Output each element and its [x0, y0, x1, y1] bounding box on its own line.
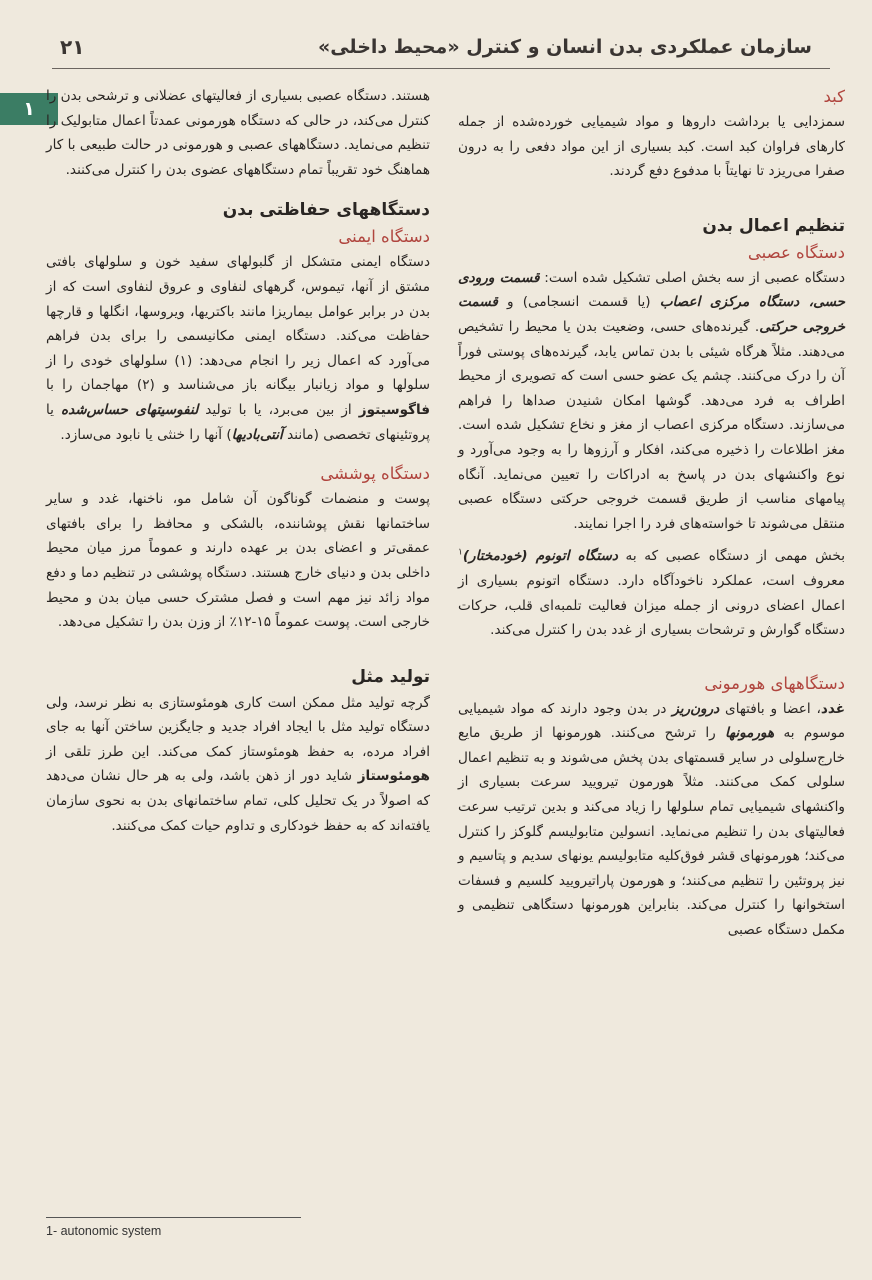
text-run: گرچه تولید مثل ممکن است کاری هومئوستازی به نظر نرسد، ولی دستگاه تولید مثل با ایجاد افراد جدید و جایگزین ساختن آنها به جای افراد مرده، به حفظ هومئوستاز کمک می‌کند. این طرز تلقی از: [46, 694, 430, 760]
regulation-heading: تنظیم اعمال بدن: [702, 215, 845, 236]
left-column: [46, 84, 430, 838]
immune-heading: دستگاه ایمنی: [338, 227, 430, 247]
text-run: در بدن وجود دارند که مواد شیمیایی موسوم به: [458, 700, 845, 742]
text-run: یا پروتئینهای تخصصی (مانند: [46, 401, 430, 443]
bold-term: لنفوسیتهای حساس‌شده: [61, 401, 199, 418]
text-run: (یا قسمت انسجامی) و: [497, 294, 660, 311]
running-title: سازمان عملکردی بدن انسان و کنترل «محیط داخلی»: [317, 36, 812, 58]
text-run: دستگاه عصبی از سه بخش اصلی تشکیل شده است:: [539, 269, 846, 286]
bold-term: قسمت ورودی حسی، دستگاه مرکزی اعصاب: [458, 269, 845, 311]
protective-heading: دستگاههای حفاظتی بدن: [222, 200, 430, 221]
page-number: ۲۱: [60, 35, 85, 59]
page-header: [60, 28, 812, 66]
reproduction-heading: تولید مثل: [351, 666, 430, 687]
text-run: . گیرنده‌های حسی، وضعیت بدن یا محیط را تشخیص می‌دهند. مثلاً هرگاه شیئی با بدن تماس یابد، گیرنده‌های پوستی فوراً آن را درک می‌کنند. چشم یک عضو حسی است که تصویری از محیط اطراف به فرد می‌دهد. گوشها امکان شنیدن صداها را فراهم می‌سازند. دستگاه مرکزی اعصاب از مغز و نخاع تشکیل شده است. مغز اطلاعات را ذخیره می‌کند، افکار و آرزوها را به وجود می‌آورد و نوع واکنشهای بدن در پاسخ به ادراکات را تعیین می‌نماید. آنگاه پیامهای مناسب از طریق قسمت خروجی حرکتی دستگاه عصبی منتقل می‌شوند تا خواسته‌های فرد را اجرا نمایند.: [458, 318, 845, 532]
footnote-divider: [46, 1217, 301, 1218]
text-run: شاید دور از ذهن باشد، ولی به هر حال نشان می‌دهد که اصولاً در یک تحلیل کلی، تمام ساختمانهای بدن به نحوی سازمان یافته‌اند که به حفظ خودکاری و تداوم حیات کمک می‌کنند.: [46, 768, 430, 834]
text-run: را ترشح می‌کنند. هورمونها از طریق مایع خارج‌سلولی در سایر قسمتهای بدن پخش می‌شوند و به تنظیم اعمال سلولی کمک می‌کنند. مثلاً هورمون تیرویید سرعت بسیاری از واکنشهای شیمیایی تمام سلولها را زیاد می‌کند و بدین ترتیب سرعت فعالیتهای بدن را تنظیم می‌نماید. انسولین متابولیسم گلوکز را کنترل می‌کند؛ هورمونهای قشر فوق‌کلیه متابولیسم یونهای سدیم و پتاسیم و نیز پروتئین را تنظیم می‌کنند؛ و هورمون پاراتیرویید کلسیم و فسفات استخوانها را کنترل می‌کند. بنابراین هورمونها دستگاهی تنظیمی و مکمل دستگاه عصبی: [458, 725, 845, 939]
text-run: از بین می‌برد، یا با تولید: [198, 401, 359, 418]
autonomic-paragraph: [458, 544, 845, 642]
bold-term: فاگوسیتوز: [358, 401, 430, 418]
chapter-tab: ۱: [0, 93, 58, 125]
liver-paragraph: سمزدایی یا برداشت داروها و مواد شیمیایی خورده‌شده از جمله کارهای فراوان کبد است. کبد بسیاری از این مواد دفعی را به درون صفرا می‌ریزد تا نهایتاً با مدفوع دفع گردند.: [458, 114, 845, 180]
integumentary-paragraph: پوست و منضمات گوناگون آن شامل مو، ناخنها، غدد و سایر ساختمانها نقش پوشاننده، بالشکی و محافظ را برای بافتهای عمقی‌تر و اعضای بدن بر عهده دارند و عموماً مرز میان محیط داخلی بدن و دنیای خارج هستند. دستگاه پوششی در تنظیم دما و دفع مواد زائد نیز مهم است و فصل مشترک حسی میان بدن و محیط خارجی است. پوست عموماً ۱۵-۱۲٪ از وزن بدن را تشکیل می‌دهد.: [46, 491, 430, 631]
nervous-system-paragraph: [458, 266, 845, 537]
nervous-system-heading: دستگاه عصبی: [747, 242, 845, 262]
reproduction-paragraph: [46, 691, 430, 839]
bold-term: درون‌ریز: [672, 700, 720, 717]
bold-term: هومئوستاز: [357, 768, 430, 785]
continuation-paragraph: هستند. دستگاه عصبی بسیاری از فعالیتهای عضلانی و ترشحی بدن را کنترل می‌کند، در حالی که دستگاه هورمونی عمدتاً اعمال متابولیک را تنظیم می‌نماید. دستگاههای عصبی و هورمونی در حالت طبیعی با کار هماهنگ خود تقریباً تمام دستگاههای عضوی بدن را کنترل می‌کنند.: [46, 88, 430, 178]
immune-paragraph: [46, 250, 430, 447]
bold-term: هورمونها: [724, 725, 775, 742]
bold-term: دستگاه اتونوم (خودمختار): [462, 548, 618, 565]
bold-term: قسمت خروجی حرکتی: [458, 294, 845, 335]
hormonal-paragraph: [458, 697, 845, 943]
header-divider: [52, 68, 830, 69]
liver-heading: کبد: [823, 87, 845, 106]
text-run: بخش مهمی از دستگاه عصبی که به: [617, 548, 845, 565]
text-run: ، اعضا و بافتهای: [719, 700, 821, 717]
footnote-ref: ۱: [458, 547, 463, 558]
text-run: دستگاه ایمنی متشکل از گلبولهای سفید خون و سلولهای بافتی مشتق از آنها، تیموس، گرههای لنفاوی و عروق لنفاوی است که از بدن در برابر عوامل بیماریزا مانند باکتریها، ویروسها، انگلها و قارچها حفاظت می‌کند. دستگاه ایمنی مکانیسمی را برای بدن فراهم می‌آورد که اعمال زیر را انجام می‌دهد: (۱) سلولهای خودی را از سلولها و مواد زیانبار بیگانه باز می‌شناسد و (۲) مهاجمان را با: [46, 254, 431, 394]
footnote: 1- autonomic system: [46, 1224, 162, 1238]
bold-term: آنتی‌بادیها: [231, 426, 283, 443]
integumentary-heading: دستگاه پوششی: [320, 464, 430, 484]
right-column: [458, 84, 845, 943]
text-run: معروف است، عملکرد ناخودآگاه دارد. دستگاه اتونوم بسیاری از اعمال اعضای درونی از جمله میزان فعالیت تلمبه‌ای قلب، حرکات دستگاه گوارش و ترشحات بسیاری از غدد بدن را کنترل می‌کند.: [458, 572, 845, 639]
bold-term: غدد: [820, 700, 845, 717]
hormonal-heading: دستگاههای هورمونی: [704, 673, 845, 693]
text-run: ) آنها را خنثی یا نابود می‌سازد.: [60, 426, 232, 443]
